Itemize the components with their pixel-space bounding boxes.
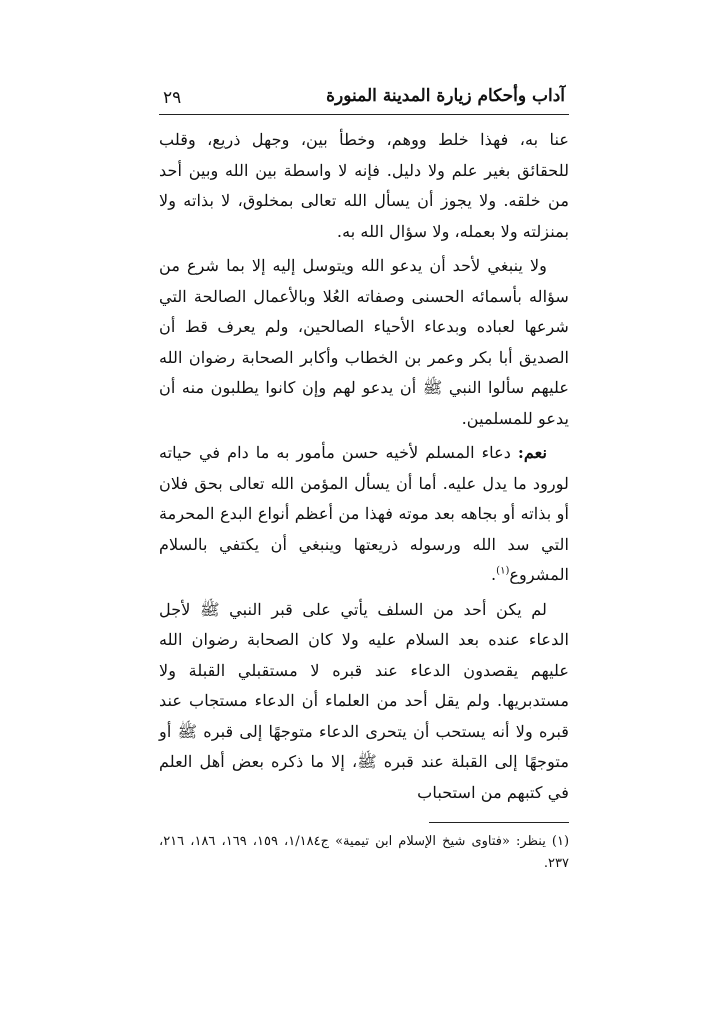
footnote-divider bbox=[429, 822, 569, 823]
paragraph bbox=[159, 438, 569, 591]
main-text bbox=[159, 125, 569, 808]
book-title: آداب وأحكام زيارة المدينة المنورة bbox=[326, 86, 565, 106]
paragraph bbox=[159, 251, 569, 434]
paragraph-lead-word: نعم: bbox=[517, 443, 547, 462]
paragraph-text: ولا ينبغي لأحد أن يدعو الله ويتوسل إليه إلا بما شرع من سؤاله بأسمائه الحسنى وصفاته العُلا وبالأعمال الصالحة التي شرعها لعباده وبدعاء الأحياء الصالحين، ولم يعرف قط أن الصديق أبا بكر وعمر بن الخطاب وأكابر الصحابة رضوان الله عليهم سألوا النبي ﷺ أن يدعو لهم وإن كانوا يطلبون منه أن يدعو للمسلمين. bbox=[159, 256, 569, 428]
paragraph-tail: . bbox=[491, 565, 497, 584]
footnote-reference[interactable]: (١) bbox=[496, 565, 510, 577]
running-header bbox=[159, 80, 569, 115]
footnote: (١) ينظر: «فتاوى شيخ الإسلام ابن تيمية» ج١/١٨٤، ١٥٩، ١٦٩، ١٨٦، ٢١٦، ٢٣٧. bbox=[159, 834, 570, 871]
page-number: ٢٩ bbox=[163, 88, 182, 108]
book-page bbox=[159, 80, 569, 875]
paragraph-text: دعاء المسلم لأخيه حسن مأمور به ما دام في حياته لورود ما يدل عليه. أما أن يسأل المؤمن الله تعالى بحق فلان أو بذاته أو بجاهه بعد موته فهذا من أعظم أنواع البدع المحرمة التي سد الله ورسوله ذريعتها وينبغي أن يكتفي بالسلام المشروع bbox=[159, 443, 569, 584]
paragraph bbox=[159, 595, 569, 809]
paragraph-text: عنا به، فهذا خلط ووهم، وخطأ بين، وجهل ذريع، وقلب للحقائق بغير علم ولا دليل. فإنه لا واسطة بين الله وبين أحد من خلقه. ولا يجوز أن يسأل الله تعالى بمخلوق، لا بذاته ولا بمنزلته ولا بعمله، ولا سؤال الله به. bbox=[159, 130, 569, 241]
paragraph bbox=[159, 125, 569, 247]
paragraph-text: لم يكن أحد من السلف يأتي على قبر النبي ﷺ لأجل الدعاء عنده بعد السلام عليه ولا كان الصحابة رضوان الله عليهم يقصدون الدعاء عند قبره لا مستقبلي القبلة ولا مستدبريها. ولم يقل أحد من العلماء أن الدعاء مستجاب عند قبره ولا أنه يستحب أن يتحرى الدعاء متوجهًا إلى قبره ﷺ أو متوجهًا إلى القبلة عند قبره ﷺ، إلا ما ذكره بعض أهل العلم في كتبهم من استحباب bbox=[159, 599, 569, 802]
